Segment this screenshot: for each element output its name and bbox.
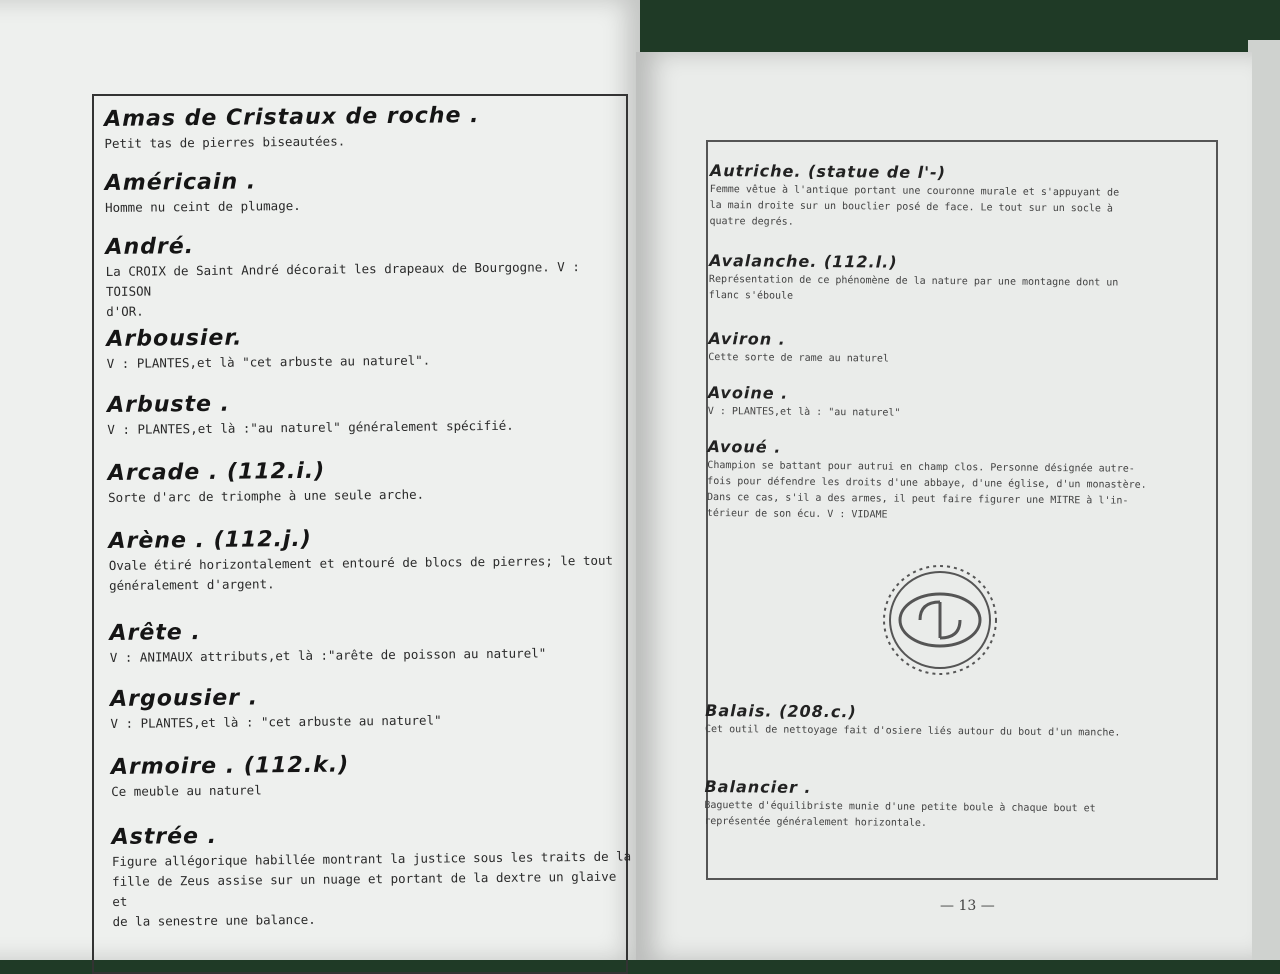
right-column <box>704 160 1200 834</box>
entry-text: V : PLANTES,et là : "cet arbuste au naturel" <box>110 712 442 731</box>
entry <box>112 819 633 932</box>
entry <box>709 250 1200 332</box>
entry-heading: Autriche. (statue de l'-) <box>709 160 947 183</box>
entry-heading: Arcade . (112.i.) <box>107 458 326 486</box>
entry-heading: Aviron . <box>708 328 786 349</box>
entry <box>705 700 1196 780</box>
entry <box>111 749 632 824</box>
entry-text: La CROIX de Saint André décorait les drapeaux de Bourgogne. V : TOISON d'OR. <box>105 258 588 319</box>
entry-text: Ovale étiré horizontalement et entouré de blocs de pierres; le tout généralement d'argent. <box>108 552 614 593</box>
entry <box>107 387 628 460</box>
entry-text: Baguette d'équilibriste munie d'une petite boule à chaque bout et représentée généralement horizontale. <box>704 799 1096 829</box>
entry-heading: Arbousier. <box>106 325 243 352</box>
entry-heading: Balancier . <box>704 776 812 797</box>
entry-heading: Arête . <box>109 620 201 646</box>
left-column <box>104 101 633 932</box>
entry <box>105 229 626 326</box>
arena-ornament-icon <box>880 560 1000 680</box>
entry-text: V : ANIMAUX attributs,et là :"arête de poisson au naturel" <box>109 645 547 665</box>
entry <box>109 615 630 686</box>
entry-heading: Arbuste . <box>107 391 231 418</box>
entry-heading: Amas de Cristaux de roche . <box>104 103 480 132</box>
entry <box>108 455 629 528</box>
entry-text: V : PLANTES,et là "cet arbuste au naturel". <box>106 352 431 371</box>
entry-text: Sorte d'arc de triomphe à une seule arche. <box>108 486 425 505</box>
entry <box>106 321 627 392</box>
entry-heading: Balais. (208.c.) <box>705 700 857 722</box>
entry <box>704 776 1194 834</box>
entry-heading: Arène . (112.j.) <box>108 526 313 554</box>
entry-text: V : PLANTES,et là :"au naturel" généralement spécifié. <box>107 417 514 437</box>
entry-text: Cette sorte de rame au naturel <box>708 351 889 365</box>
entry-heading: André. <box>105 234 195 260</box>
entry <box>708 382 1198 440</box>
entry-text: Petit tas de pierres biseautées. <box>104 133 346 151</box>
entry-text: Figure allégorique habillée montrant la justice sous les traits de la fille de Zeus assise sur un nuage et portant de la dextre un glaive et de la senestre une balance. <box>111 848 632 929</box>
entry-heading: Avoué . <box>707 436 782 457</box>
entry-text: Ce meuble au naturel <box>111 782 262 799</box>
entry <box>708 328 1198 386</box>
entry <box>104 101 625 170</box>
entry-text: Champion se battant pour autrui en champ clos. Personne désignée autre- fois pour défendre les droits d'une abbaye, d'une église, d'un monastère. Dans ce cas, s'il a des armes, il peut faire figurer une MITRE à l'in- térieur de son écu. V : VIDAME <box>706 459 1147 521</box>
entry-heading: Américain . <box>104 169 257 196</box>
book-edge <box>1248 40 1280 960</box>
entry-heading: Avalanche. (112.l.) <box>709 250 898 272</box>
entry-heading: Avoine . <box>707 382 789 403</box>
entry-text: Homme nu ceint de plumage. <box>104 197 301 215</box>
entry-text: Femme vêtue à l'antique portant une couronne murale et s'appuyant de la main droite sur un bouclier posé de face. Le tout sur un socle à quatre degrés. <box>709 183 1120 228</box>
entry <box>709 160 1200 254</box>
entry-text: V : PLANTES,et là : "au naturel" <box>707 405 901 419</box>
page-number: — 13 — <box>940 898 995 914</box>
entry-heading: Armoire . (112.k.) <box>110 752 350 780</box>
entry-heading: Astrée . <box>111 823 218 850</box>
entry-text: Cet outil de nettoyage fait d'osiere liés autour du bout d'un manche. <box>704 723 1121 739</box>
entry <box>108 523 629 620</box>
entry <box>105 165 626 234</box>
entry <box>110 681 631 754</box>
entry-heading: Argousier . <box>110 685 259 712</box>
entry-text: Représentation de ce phénomène de la nature par une montagne dont un flanc s'éboule <box>708 273 1119 302</box>
